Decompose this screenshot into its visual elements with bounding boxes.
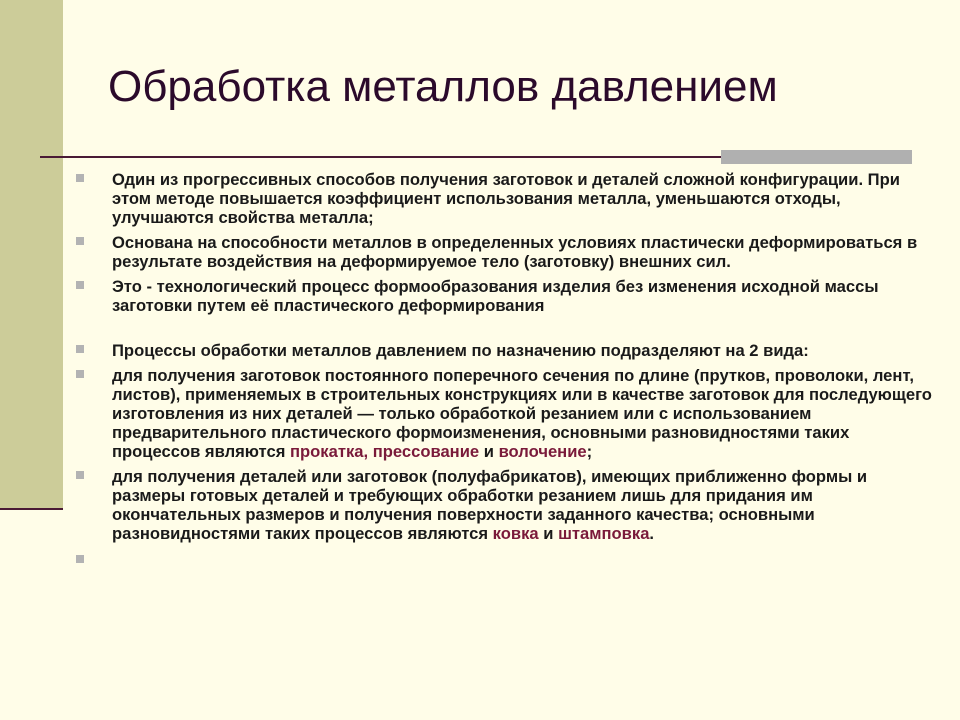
bullet-square-icon xyxy=(76,237,84,245)
side-bar-rule xyxy=(0,508,63,510)
bullet-text: Процессы обработки металлов давлением по назначению подразделяют на 2 вида: xyxy=(112,341,809,360)
highlight-term: волочение xyxy=(498,442,587,461)
bullet-text: и xyxy=(538,524,559,543)
bullet-square-icon xyxy=(76,345,84,353)
bullet-item-1 xyxy=(76,170,936,227)
side-bar-decoration xyxy=(0,0,63,510)
bullet-text: ; xyxy=(586,442,593,461)
bullet-item-2 xyxy=(76,233,936,271)
highlight-term: прокатка, прессование xyxy=(290,442,480,461)
bullet-text: для получения деталей или заготовок (полуфабрикатов), имеющих приближенно формы и размеры готовых деталей и требующих обработки резанием лишь для придания им окончательных размеров и получения поверхности заданного качества; основными разновидностями таких процессов являются xyxy=(112,467,868,543)
bullet-square-icon xyxy=(76,281,84,289)
highlight-term: штамповка xyxy=(558,524,650,543)
bullet-item-empty xyxy=(76,551,936,570)
bullet-square-icon xyxy=(76,471,84,479)
bullet-text: Основана на способности металлов в определенных условиях пластически деформироваться в результате воздействия на деформируемое тело (заготовку) внешних сил. xyxy=(112,233,918,271)
title-rule-accent xyxy=(721,150,912,164)
bullet-text: Один из прогрессивных способов получения заготовок и деталей сложной конфигурации. При этом методе повышается коэффициент использования металла, уменьшаются отходы, улучшаются свойства металла; xyxy=(112,170,900,227)
bullet-item-4 xyxy=(76,341,936,360)
bullet-square-icon xyxy=(76,174,84,182)
bullet-square-icon xyxy=(76,555,84,563)
slide-content xyxy=(76,170,936,576)
bullet-text: и xyxy=(479,442,499,461)
bullet-item-6 xyxy=(76,467,936,543)
bullet-text: для получения заготовок постоянного поперечного сечения по длине (прутков, проволоки, лент, листов), применяемых в строительных конструкциях или в качестве заготовок для последующего изготовления из них деталей — только обработкой резанием или с использованием предварительного пластического формоизменения, основными разновидностями таких процессов являются xyxy=(112,366,932,461)
bullet-text: Это - технологический процесс формообразования изделия без изменения исходной массы заготовки путем её пластического деформирования xyxy=(112,277,879,315)
slide-title: Обработка металлов давлением xyxy=(108,62,778,111)
bullet-item-5 xyxy=(76,366,936,461)
bullet-item-3 xyxy=(76,277,936,315)
bullet-text: . xyxy=(649,524,655,543)
highlight-term: ковка xyxy=(492,524,539,543)
bullet-square-icon xyxy=(76,370,84,378)
